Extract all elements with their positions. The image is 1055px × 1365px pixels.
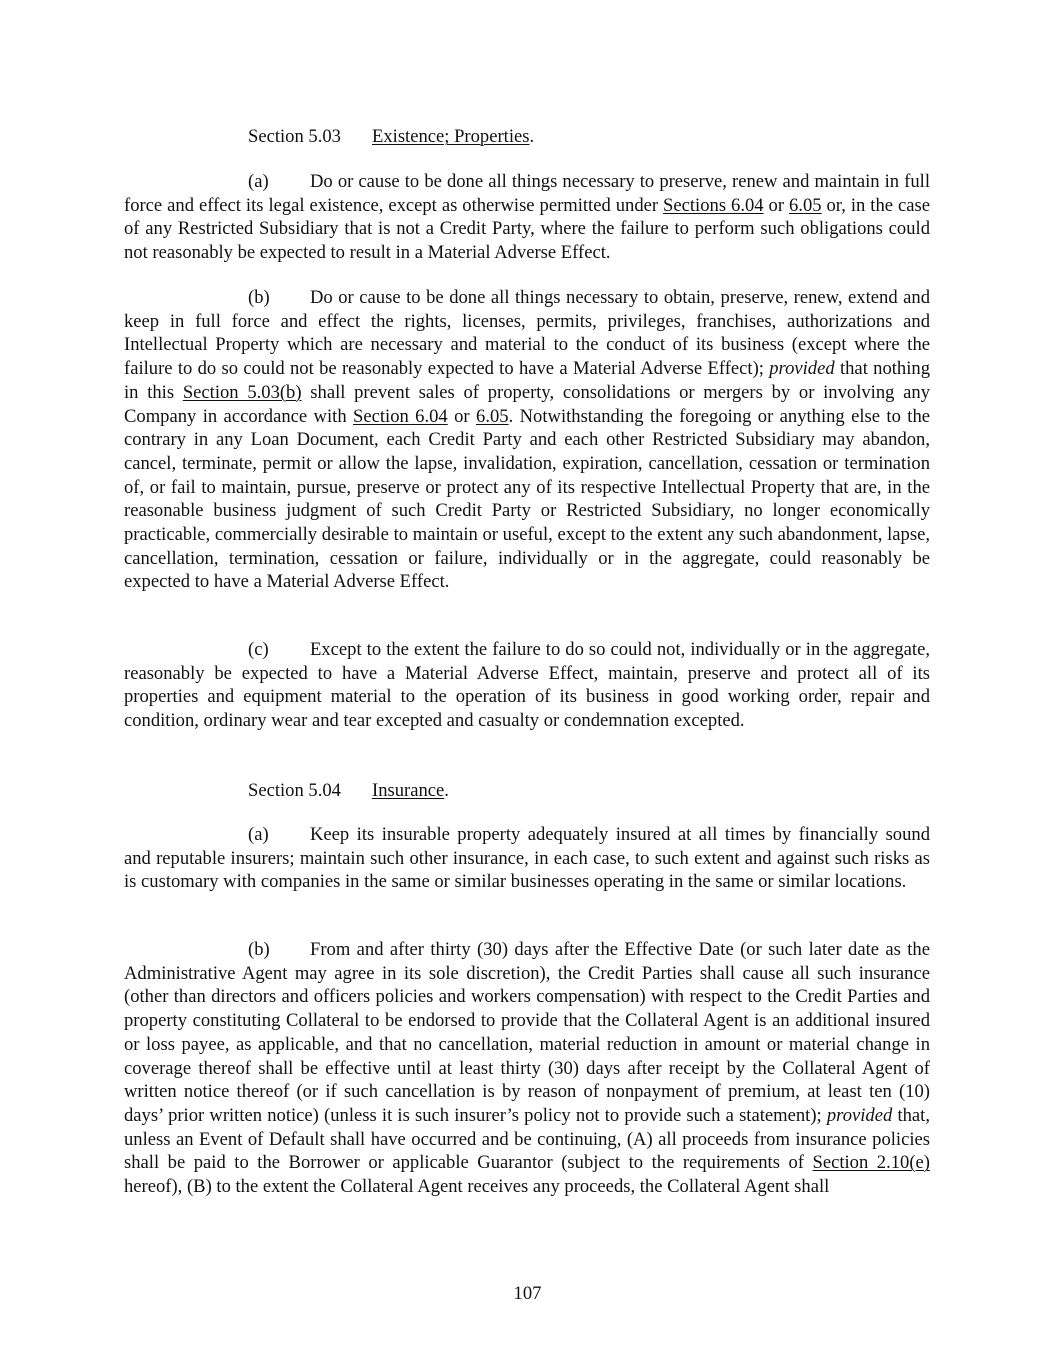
section-title: Existence; Properties — [372, 126, 530, 147]
paragraph-label: (a) — [248, 171, 269, 192]
section-number: Section 5.04 — [248, 780, 341, 801]
cross-reference: Section 6.04 — [353, 405, 448, 427]
paragraph-5-03-c — [124, 638, 930, 733]
paragraph-label: (c) — [248, 639, 269, 660]
paragraph-text: Do or cause to be done all things necessary to obtain, preserve, renew, extend and keep in full force and effect the rights, licenses, permits, privileges, franchises, authorizations and Intellectual Property which are necessary and material to the conduct of its business (except where the failure to do so could not be reasonably expected to have a Material Adverse Effect); — [124, 287, 930, 380]
paragraph-5-04-a — [124, 823, 930, 894]
paragraph-text: or — [763, 194, 789, 216]
cross-reference: 6.05 — [476, 405, 509, 427]
paragraph-5-04-b — [124, 938, 930, 1199]
section-5-03-heading: Section 5.03 Existence; Properties. — [248, 126, 535, 147]
paragraph-text: Except to the extent the failure to do so could not, individually or in the aggregate, reasonably be expected to have a Material Adverse Effect, maintain, preserve and protect all of its properties and equipment material to the operation of its business in good working order, repair and condition, ordinary wear and tear excepted and casualty or condemnation excepted. — [124, 639, 930, 732]
paragraph-text: From and after thirty (30) days after the Effective Date (or such later date as the Administrative Agent may agree in its sole discretion), the Credit Parties shall cause all such insurance (other than directors and officers policies and workers compensation) with respect to the Credit Parties and property constituting Collateral to be endorsed to provide that the Collateral Agent is an additional insured or loss payee, as applicable, and that no cancellation, material reduction in amount or material change in coverage thereof shall be effective until at least thirty (30) days after receipt by the Collateral Agent of written notice thereof (or if such cancellation is by reason of nonpayment of premium, at least ten (10) days’ prior written notice) (unless it is such insurer’s policy not to provide such a statement); — [124, 939, 930, 1126]
provided-term: provided — [769, 358, 835, 380]
cross-reference: Sections 6.04 — [663, 194, 764, 216]
paragraph-label: (b) — [248, 287, 270, 308]
cross-reference: Section 5.03(b) — [182, 381, 302, 403]
paragraph-text: . Notwithstanding the foregoing or anything else to the contrary in any Loan Document, each Credit Party and each other Restricted Subsidiary may abandon, cancel, terminate, permit or allow the lapse, invalidation, expiration, cancellation, cessation or termination of, or fail to maintain, pursue, preserve or protect any of its respective Intellectual Property that are, in the reasonable business judgment of such Credit Party or Restricted Subsidiary, no longer economically practicable, commercially desirable to maintain or useful, except to the extent any such abandonment, lapse, cancellation, termination, cessation or failure, individually or in the aggregate, could reasonably be expected to have a Material Adverse Effect. — [124, 405, 930, 593]
provided-term: provided — [826, 1104, 893, 1126]
paragraph-text: that nothing in this — [124, 358, 930, 403]
paragraph-text: that, unless an Event of Default shall have occurred and be continuing, (A) all proceeds from insurance policies shall be paid to the Borrower or applicable Guarantor (subject to the requirements of — [124, 1104, 930, 1174]
section-number: Section 5.03 — [248, 126, 341, 147]
paragraph-text: shall prevent sales of property, consolidations or mergers by or involving any Company in accordance with — [124, 381, 931, 427]
paragraph-text: or, in the case of any Restricted Subsidiary that is not a Credit Party, where the failure to perform such obligations could not reasonably be expected to result in a Material Adverse Effect. — [124, 194, 930, 264]
paragraph-label: (a) — [248, 824, 269, 845]
paragraph-text: Keep its insurable property adequately insured at all times by financially sound and reputable insurers; maintain such other insurance, in each case, to such extent and against such risks as is customary with companies in the same or similar businesses operating in the same or similar locations. — [124, 824, 930, 893]
section-title: Insurance — [372, 780, 445, 801]
paragraph-text: hereof), (B) to the extent the Collateral Agent receives any proceeds, the Collateral Agent shall — [124, 1176, 830, 1198]
cross-reference: Section 2.10(e) — [812, 1152, 930, 1174]
section-5-04-heading: Section 5.04 Insurance. — [248, 780, 449, 801]
paragraph-text: or — [447, 405, 477, 427]
paragraph-5-03-b — [124, 286, 930, 594]
cross-reference: 6.05 — [789, 194, 822, 216]
paragraph-5-03-a — [124, 170, 930, 265]
paragraph-label: (b) — [248, 939, 270, 960]
paragraph-text: Do or cause to be done all things necessary to preserve, renew and maintain in full force and effect its legal existence, except as otherwise permitted under — [124, 171, 930, 216]
page-number: 107 — [513, 1283, 542, 1304]
